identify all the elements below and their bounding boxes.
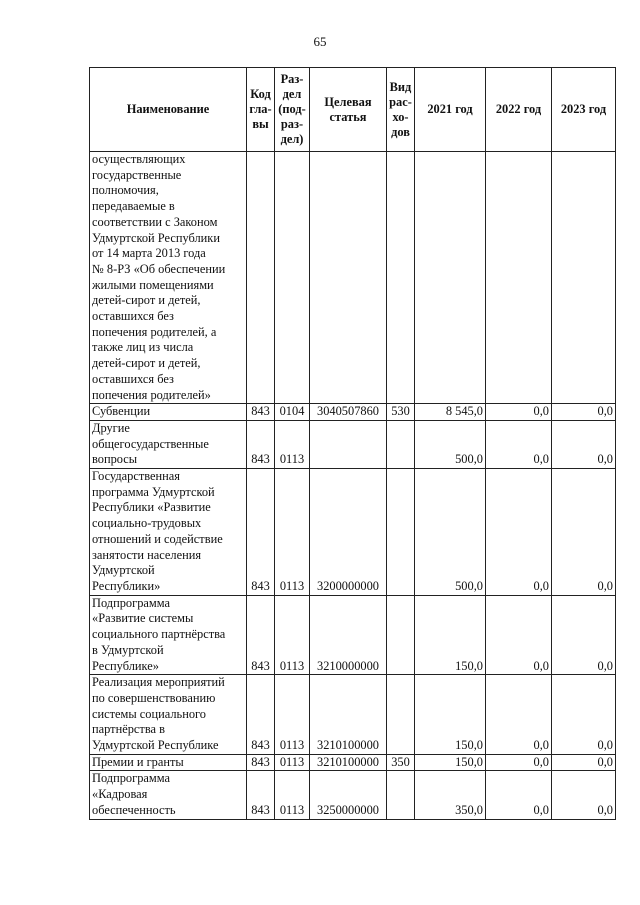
row-name: Государственная программа Удмуртской Республики «Развитие социально-трудовых отношений и содействие занятости населения Удмуртской Республики»: [90, 469, 247, 596]
row-y2022: [486, 152, 552, 404]
row-section: 0104: [275, 404, 310, 421]
budget-table: [89, 67, 616, 820]
row-name: Премии и гранты: [90, 754, 247, 771]
row-y2021: 150,0: [415, 675, 486, 755]
row-y2023: 0,0: [552, 404, 616, 421]
row-type: [387, 675, 415, 755]
row-target: 3250000000: [310, 771, 387, 819]
row-y2023: 0,0: [552, 771, 616, 819]
row-code: 843: [247, 675, 275, 755]
row-section: 0113: [275, 469, 310, 596]
row-code: 843: [247, 771, 275, 819]
row-y2021: [415, 152, 486, 404]
row-section: 0113: [275, 771, 310, 819]
row-type: [387, 420, 415, 468]
row-target: [310, 420, 387, 468]
table-row: [90, 595, 616, 675]
row-name: Подпрограмма «Кадровая обеспеченность: [90, 771, 247, 819]
row-type: 530: [387, 404, 415, 421]
row-y2021: 500,0: [415, 469, 486, 596]
page-number: 65: [313, 34, 327, 49]
row-code: 843: [247, 420, 275, 468]
table-header-row: [90, 68, 616, 152]
row-type: [387, 152, 415, 404]
row-type: [387, 595, 415, 675]
row-section: 0113: [275, 675, 310, 755]
header-2022: 2022 год: [486, 68, 552, 152]
header-2021: 2021 год: [415, 68, 486, 152]
row-name: Реализация мероприятий по совершенствованию системы социального партнёрства в Удмуртской Республике: [90, 675, 247, 755]
row-name: Другие общегосударственные вопросы: [90, 420, 247, 468]
row-target: 3210100000: [310, 754, 387, 771]
row-code: 843: [247, 469, 275, 596]
row-target: 3210000000: [310, 595, 387, 675]
row-name: Субвенции: [90, 404, 247, 421]
header-type: Вид рас- хо- дов: [387, 68, 415, 152]
header-2023: 2023 год: [552, 68, 616, 152]
row-y2023: 0,0: [552, 595, 616, 675]
table-row: [90, 675, 616, 755]
row-section: 0113: [275, 595, 310, 675]
row-code: 843: [247, 595, 275, 675]
row-target: 3200000000: [310, 469, 387, 596]
table-row: [90, 754, 616, 771]
header-name: Наименование: [90, 68, 247, 152]
row-y2022: 0,0: [486, 469, 552, 596]
row-section: [275, 152, 310, 404]
table-row: [90, 420, 616, 468]
row-y2021: 150,0: [415, 754, 486, 771]
table-row: [90, 469, 616, 596]
row-section: 0113: [275, 420, 310, 468]
table-row: [90, 404, 616, 421]
row-y2022: 0,0: [486, 675, 552, 755]
row-code: 843: [247, 404, 275, 421]
header-code: Код гла- вы: [247, 68, 275, 152]
row-y2021: 8 545,0: [415, 404, 486, 421]
row-y2023: 0,0: [552, 420, 616, 468]
row-name: осуществляющих государственные полномочия, передаваемые в соответствии с Законом Удмуртской Республики от 14 марта 2013 года № 8-РЗ «Об обеспечении жилыми помещениями детей-сирот и детей, оставшихся без попечения родителей, а также лиц из числа детей-сирот и детей, оставшихся без попечения родителей»: [90, 152, 247, 404]
row-y2022: 0,0: [486, 771, 552, 819]
row-type: [387, 771, 415, 819]
row-y2023: [552, 152, 616, 404]
header-target: Целевая статья: [310, 68, 387, 152]
row-y2021: 500,0: [415, 420, 486, 468]
row-target: [310, 152, 387, 404]
row-target: 3210100000: [310, 675, 387, 755]
row-type: 350: [387, 754, 415, 771]
table-row: [90, 152, 616, 404]
row-type: [387, 469, 415, 596]
row-y2023: 0,0: [552, 469, 616, 596]
row-code: [247, 152, 275, 404]
row-y2022: 0,0: [486, 404, 552, 421]
row-name: Подпрограмма «Развитие системы социального партнёрства в Удмуртской Республике»: [90, 595, 247, 675]
row-y2021: 150,0: [415, 595, 486, 675]
row-y2022: 0,0: [486, 754, 552, 771]
row-y2021: 350,0: [415, 771, 486, 819]
table-row: [90, 771, 616, 819]
row-target: 3040507860: [310, 404, 387, 421]
row-y2022: 0,0: [486, 420, 552, 468]
header-section: Раз- дел (под- раз- дел): [275, 68, 310, 152]
row-section: 0113: [275, 754, 310, 771]
row-y2022: 0,0: [486, 595, 552, 675]
row-code: 843: [247, 754, 275, 771]
row-y2023: 0,0: [552, 754, 616, 771]
row-y2023: 0,0: [552, 675, 616, 755]
